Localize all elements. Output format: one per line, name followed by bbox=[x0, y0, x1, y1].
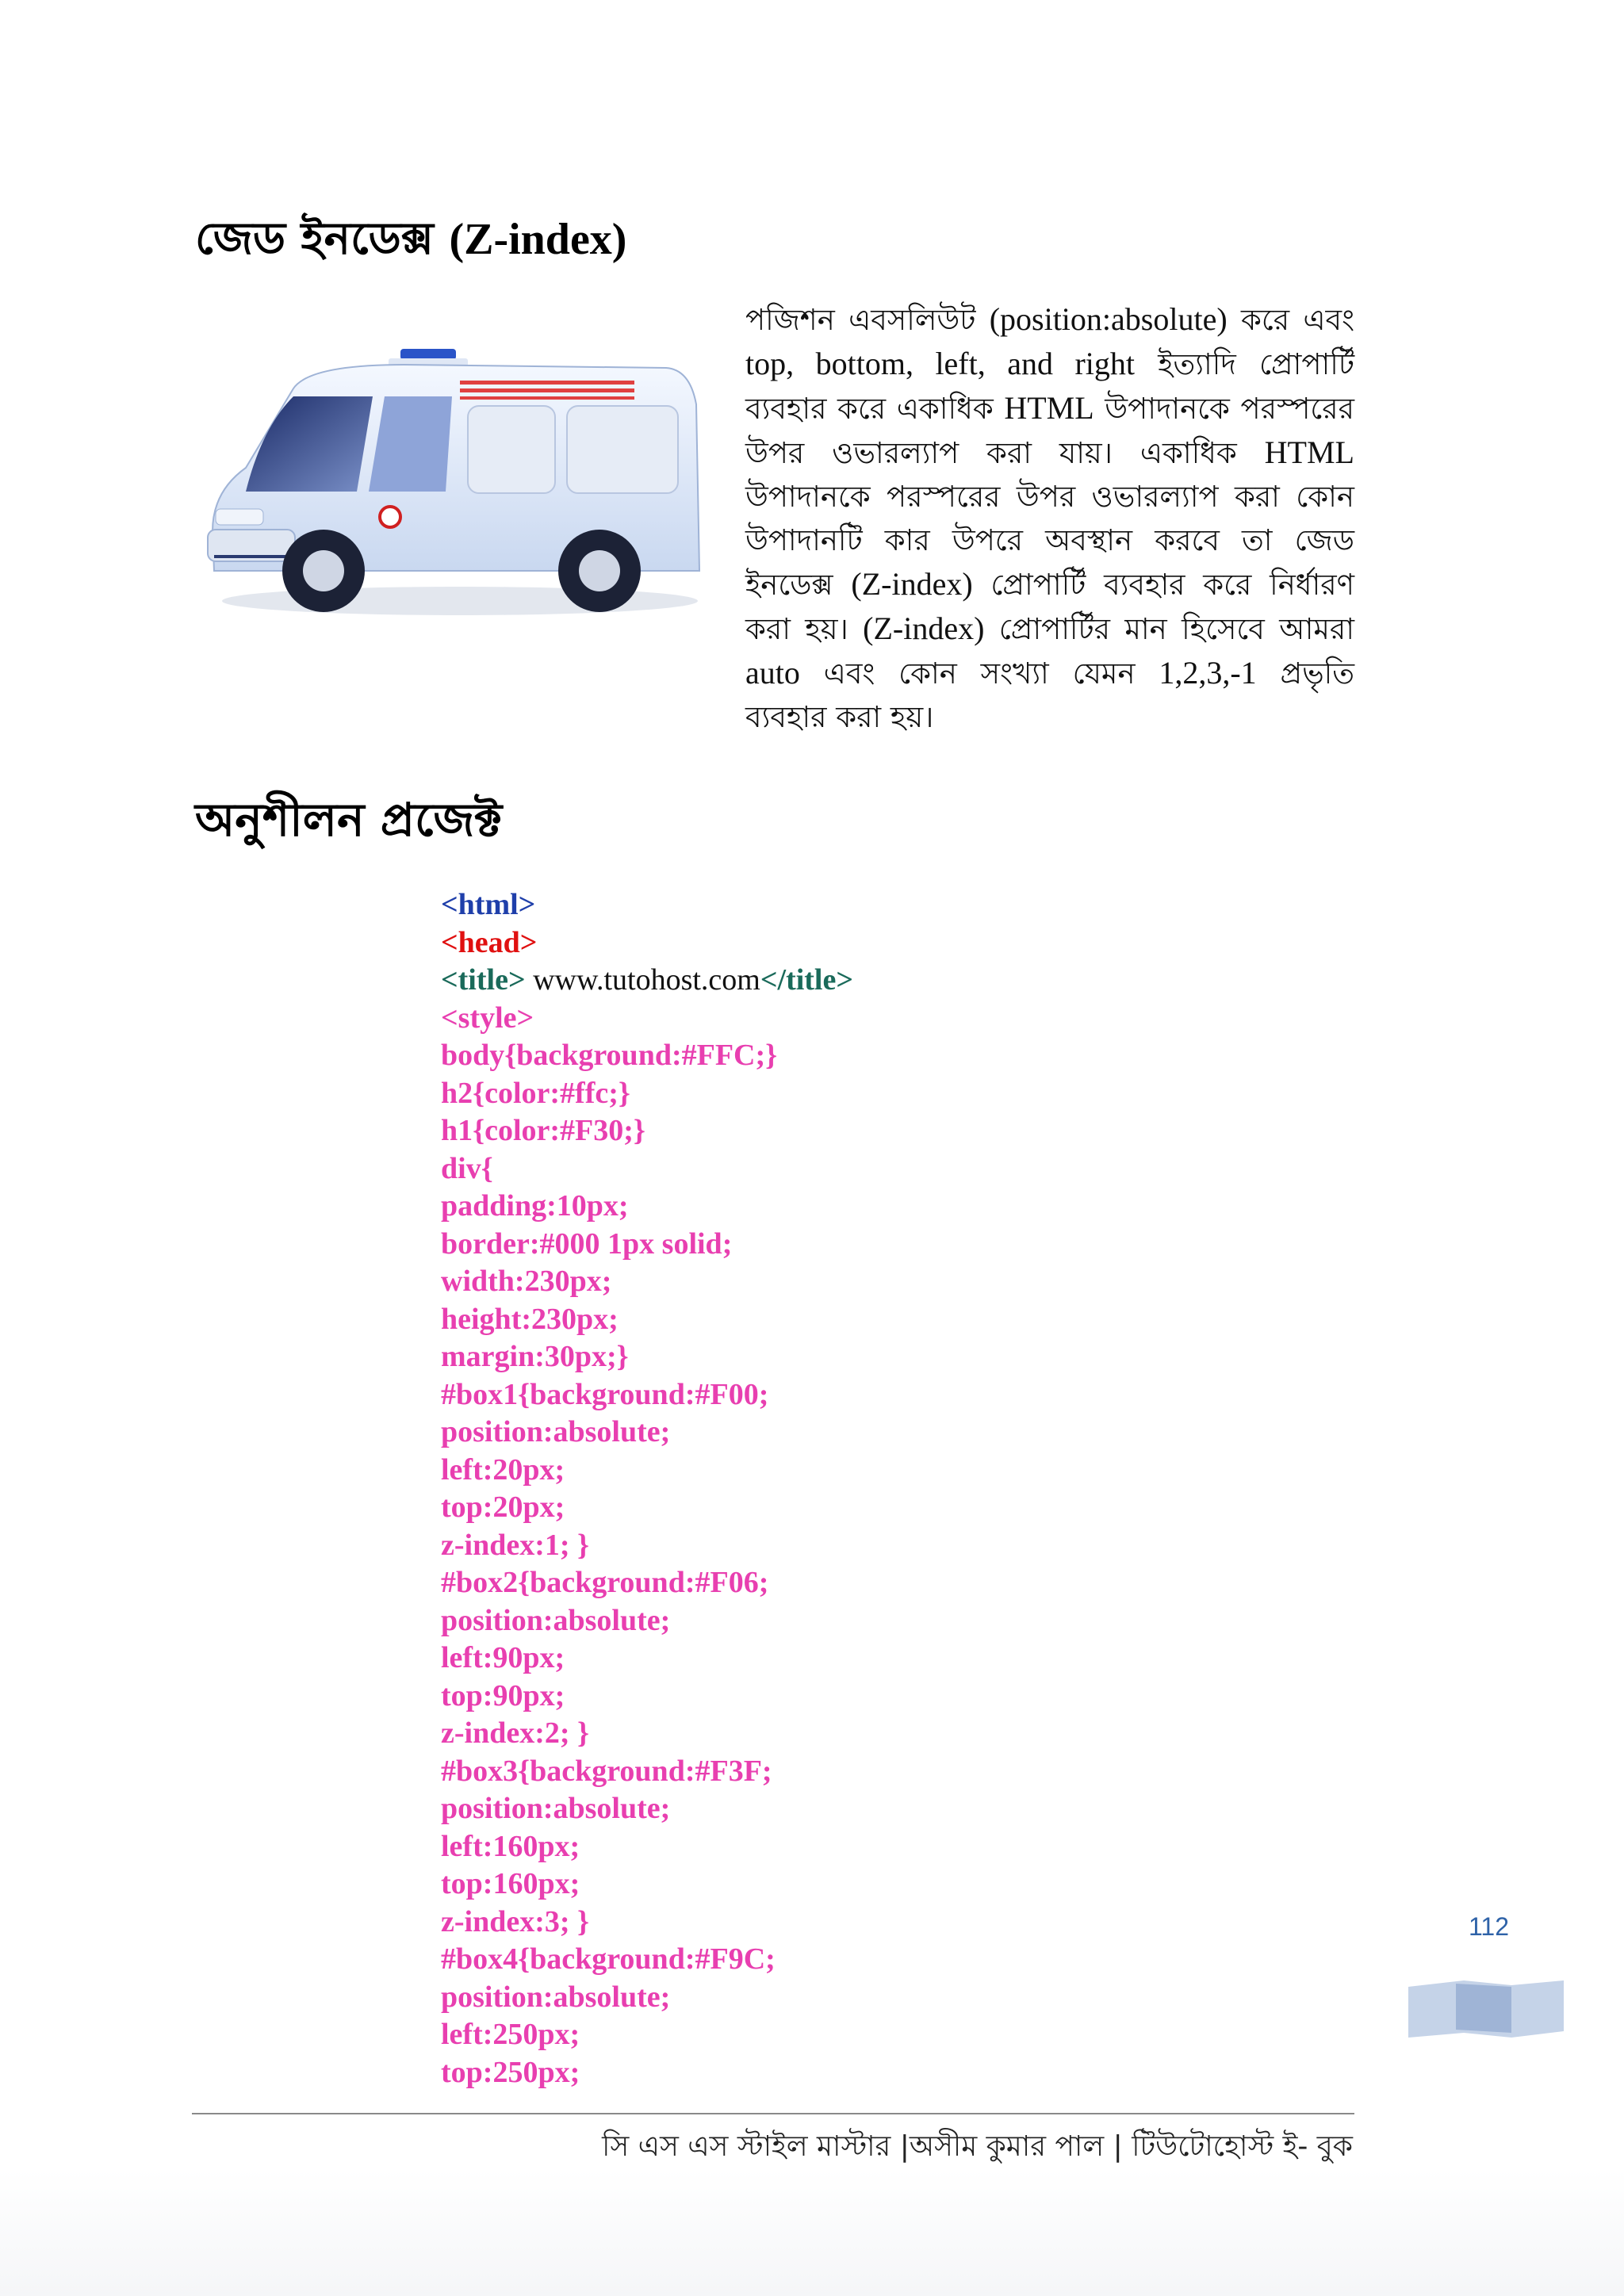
code-token: position:absolute; bbox=[441, 1980, 671, 2014]
code-line bbox=[441, 2054, 1155, 2092]
code-token: left:90px; bbox=[441, 1641, 565, 1674]
code-line bbox=[441, 1452, 1155, 1490]
paragraph-latin-run: HTML bbox=[1004, 390, 1094, 426]
code-token: left:250px; bbox=[441, 2018, 580, 2051]
code-token: #box3{background:#F3F; bbox=[441, 1754, 772, 1788]
section-heading-bengali: জেড ইনডেক্স bbox=[195, 213, 434, 265]
ambulance-illustration bbox=[198, 333, 706, 634]
code-line bbox=[441, 1866, 1155, 1904]
paragraph-latin-run: (Z-index) bbox=[851, 566, 973, 602]
code-line bbox=[441, 1150, 1155, 1188]
code-token: h1{color:#F30;} bbox=[441, 1114, 645, 1147]
code-line bbox=[441, 1414, 1155, 1452]
code-token: h2{color:#ffc;} bbox=[441, 1076, 630, 1110]
code-token: </title> bbox=[760, 963, 854, 997]
code-line bbox=[441, 1828, 1155, 1866]
page-background bbox=[0, 2169, 1624, 2296]
paragraph-run: প্রোপার্টি ব্যবহার করে নির্ধারণ করা হয়। bbox=[745, 568, 1354, 646]
code-line bbox=[441, 1564, 1155, 1602]
code-line bbox=[441, 1602, 1155, 1640]
practice-project-heading: অনুশীলন প্রজেক্ট bbox=[195, 793, 503, 847]
code-line bbox=[441, 1753, 1155, 1791]
code-line bbox=[441, 1338, 1155, 1376]
paragraph-run: উপাদানকে পরস্পরের উপর ওভারল্যাপ করা কোন উপাদানটি কার উপরে অবস্থান করবে তা জেড ইনডেক্স bbox=[745, 480, 1354, 602]
footer-divider bbox=[192, 2113, 1354, 2114]
page-number: 112 bbox=[1469, 1912, 1510, 1941]
code-line bbox=[441, 1075, 1155, 1113]
code-token: height:230px; bbox=[441, 1302, 619, 1336]
code-line bbox=[441, 1226, 1155, 1264]
paragraph-run: প্রভৃতি ব্যবহার করা হয়। bbox=[745, 656, 1355, 734]
footer-credit: সি এস এস স্টাইল মাস্টার |অসীম কুমার পাল | টিউটোহোস্ট ই- বুক bbox=[602, 2130, 1353, 2163]
code-line bbox=[441, 1640, 1155, 1678]
code-line bbox=[441, 1376, 1155, 1414]
code-line bbox=[441, 962, 1155, 1000]
section-heading-latin: (Z-index) bbox=[449, 215, 627, 264]
code-token: top:160px; bbox=[441, 1867, 580, 1900]
code-token: #box2{background:#F06; bbox=[441, 1566, 769, 1599]
code-token: <style> bbox=[441, 1001, 534, 1035]
paragraph-run: করে এবং bbox=[1227, 303, 1355, 337]
code-token: body{background:#FFC;} bbox=[441, 1039, 778, 1072]
paragraph-run: প্রোপার্টির মান হিসেবে আমরা bbox=[984, 612, 1354, 646]
code-token: <title> bbox=[441, 963, 526, 997]
code-line bbox=[441, 1979, 1155, 2017]
section-heading bbox=[195, 205, 626, 279]
code-line bbox=[441, 1037, 1155, 1075]
code-token: top:250px; bbox=[441, 2055, 580, 2089]
code-line bbox=[441, 1301, 1155, 1339]
red-cross-icon bbox=[380, 507, 400, 527]
code-token: margin:30px;} bbox=[441, 1340, 629, 1373]
code-token: <head> bbox=[441, 925, 538, 959]
code-line bbox=[441, 924, 1155, 962]
code-line bbox=[441, 1941, 1155, 1979]
code-line bbox=[441, 1678, 1155, 1716]
code-listing bbox=[441, 886, 1155, 2091]
code-token: top:90px; bbox=[441, 1678, 565, 1712]
code-token: position:absolute; bbox=[441, 1415, 671, 1448]
paragraph-run: এবং কোন সংখ্যা যেমন bbox=[799, 656, 1159, 691]
paragraph-latin-run: HTML bbox=[1264, 434, 1354, 470]
code-token: padding:10px; bbox=[441, 1189, 629, 1223]
code-line bbox=[441, 1263, 1155, 1301]
paragraph-run: উপাদানকে পরস্পরের উপর ওভারল্যাপ করা যায়। একাধিক bbox=[745, 392, 1355, 470]
paragraph-run: পজিশন এবসলিউট bbox=[745, 303, 990, 337]
code-token: z-index:2; } bbox=[441, 1716, 589, 1750]
code-token: top:20px; bbox=[441, 1490, 565, 1524]
code-line bbox=[441, 1790, 1155, 1828]
paragraph-latin-run: top, bottom, left, and right bbox=[745, 346, 1136, 381]
code-line bbox=[441, 1000, 1155, 1038]
paragraph-latin-run: (Z-index) bbox=[863, 610, 985, 646]
code-token: left:160px; bbox=[441, 1829, 580, 1863]
paragraph-latin-run: (position:absolute) bbox=[989, 301, 1228, 337]
paragraph-latin-run: auto bbox=[745, 655, 800, 691]
z-index-description bbox=[745, 297, 1354, 739]
code-token: position:absolute; bbox=[441, 1792, 671, 1825]
code-line bbox=[441, 1904, 1155, 1942]
code-line bbox=[441, 1527, 1155, 1565]
code-line bbox=[441, 2016, 1155, 2054]
code-token: left:20px; bbox=[441, 1452, 565, 1487]
code-line bbox=[441, 1112, 1155, 1150]
code-token: z-index:3; } bbox=[441, 1904, 589, 1938]
page-corner-tab bbox=[1408, 1980, 1564, 2038]
code-token: z-index:1; } bbox=[441, 1528, 589, 1562]
code-line bbox=[441, 1489, 1155, 1527]
code-token: #box4{background:#F9C; bbox=[441, 1942, 776, 1976]
code-line bbox=[441, 1715, 1155, 1753]
code-line bbox=[441, 886, 1155, 924]
code-token: border:#000 1px solid; bbox=[441, 1226, 733, 1261]
code-token: position:absolute; bbox=[441, 1603, 671, 1637]
siren-icon bbox=[400, 349, 456, 360]
code-token: <html> bbox=[441, 888, 536, 921]
code-line bbox=[441, 1188, 1155, 1226]
code-token: div{ bbox=[441, 1151, 493, 1185]
paragraph-run: ইত্যাদি প্রোপার্টি ব্যবহার করে একাধিক bbox=[745, 347, 1354, 426]
code-token: #box1{background:#F00; bbox=[441, 1377, 769, 1411]
code-token: www.tutohost.com bbox=[525, 963, 760, 997]
paragraph-latin-run: 1,2,3,-1 bbox=[1159, 655, 1257, 691]
code-token: width:230px; bbox=[441, 1265, 612, 1298]
